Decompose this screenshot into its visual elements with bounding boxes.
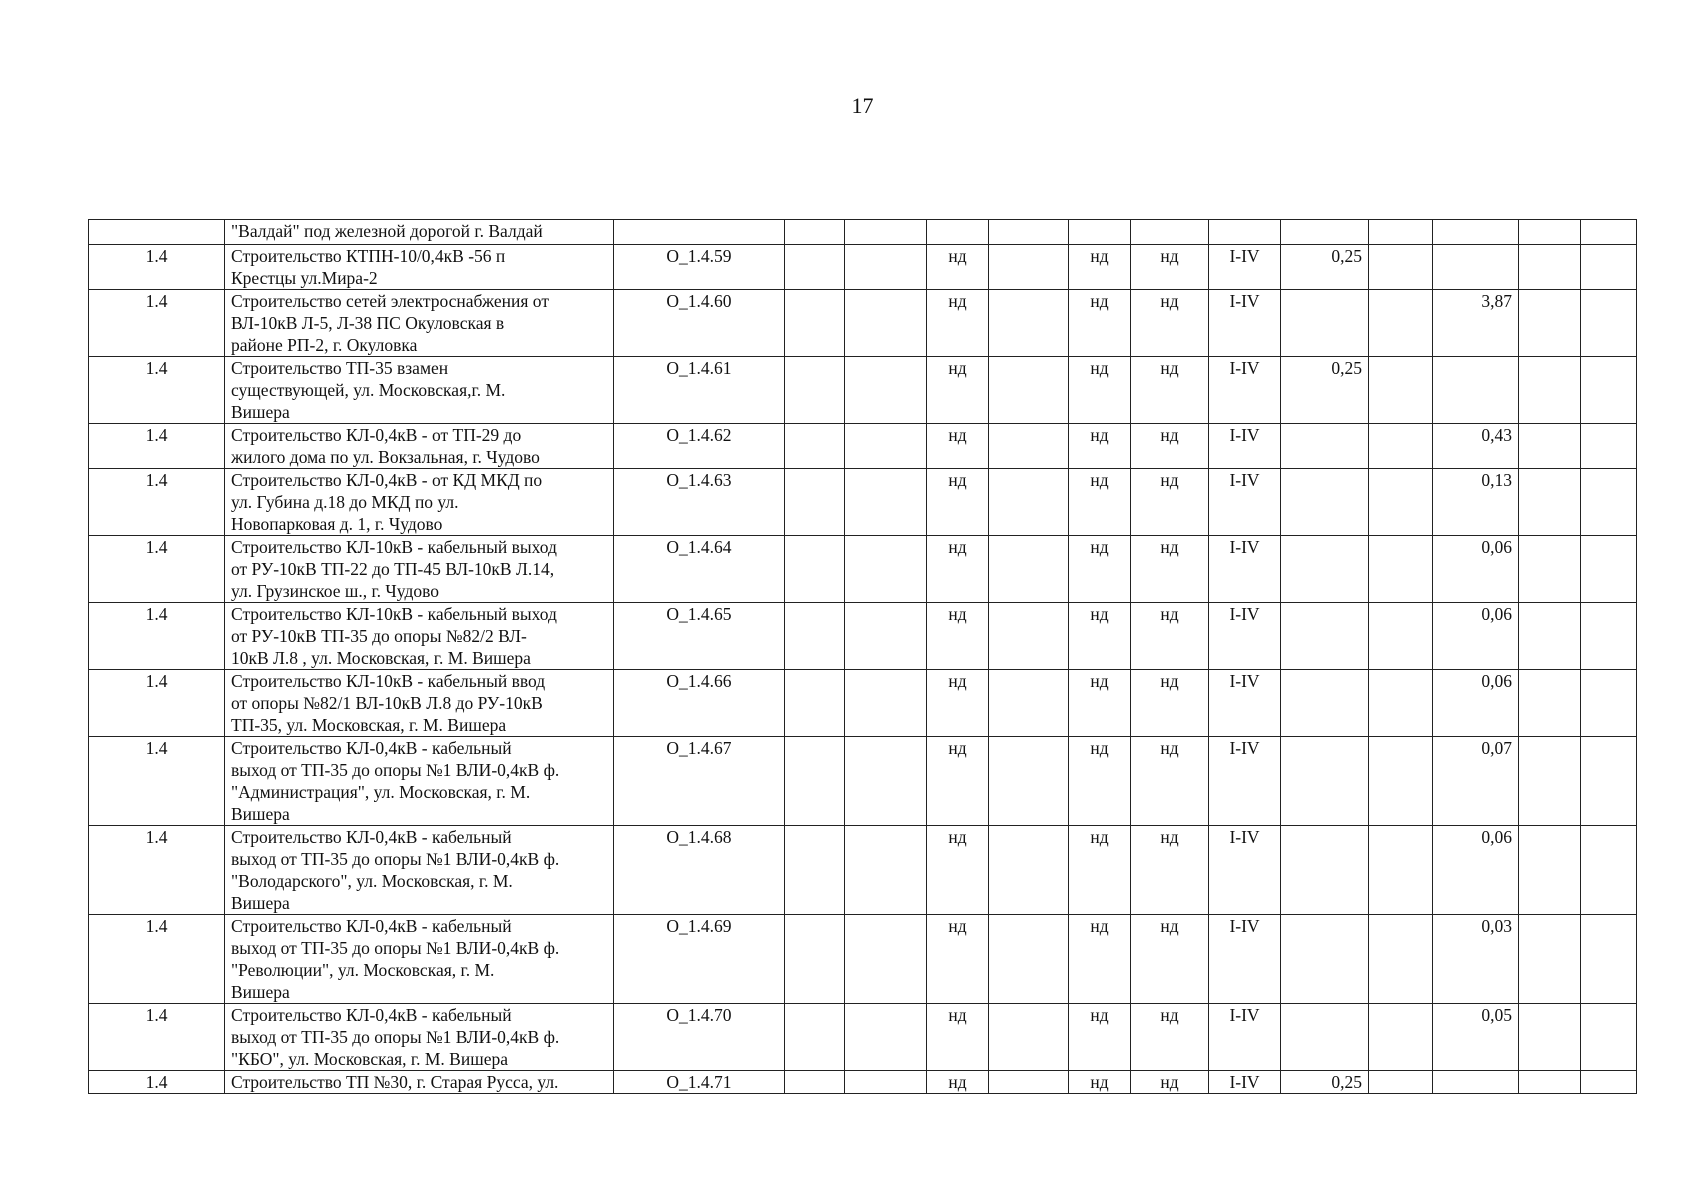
nd-cell xyxy=(1131,220,1209,245)
project-code: О_1.4.67 xyxy=(614,737,785,826)
empty-cell xyxy=(1519,220,1581,245)
nd-cell: нд xyxy=(1069,603,1131,670)
category-cell: I-IV xyxy=(1209,290,1281,357)
nd-cell: нд xyxy=(1131,245,1209,290)
empty-cell xyxy=(989,469,1069,536)
table-row xyxy=(89,469,1637,536)
empty-cell xyxy=(989,915,1069,1004)
empty-cell xyxy=(1581,737,1637,826)
empty-cell xyxy=(989,357,1069,424)
nd-cell: нд xyxy=(1131,915,1209,1004)
category-cell: I-IV xyxy=(1209,469,1281,536)
empty-cell xyxy=(845,424,927,469)
empty-cell xyxy=(1581,915,1637,1004)
empty-cell xyxy=(1369,220,1433,245)
nd-cell: нд xyxy=(927,670,989,737)
empty-cell xyxy=(845,220,927,245)
value-cell: 0,06 xyxy=(1433,826,1519,915)
row-index: 1.4 xyxy=(89,469,225,536)
value-cell: 0,03 xyxy=(1433,915,1519,1004)
nd-cell: нд xyxy=(1069,826,1131,915)
empty-cell xyxy=(845,1004,927,1071)
table-row xyxy=(89,670,1637,737)
table-row xyxy=(89,290,1637,357)
value-cell xyxy=(1281,603,1369,670)
nd-cell: нд xyxy=(927,1071,989,1094)
empty-cell xyxy=(1581,290,1637,357)
empty-cell xyxy=(785,1004,845,1071)
nd-cell: нд xyxy=(1069,290,1131,357)
empty-cell xyxy=(845,536,927,603)
empty-cell xyxy=(1581,357,1637,424)
page-number: 17 xyxy=(851,93,874,118)
empty-cell xyxy=(1369,469,1433,536)
project-code: О_1.4.62 xyxy=(614,424,785,469)
project-code: О_1.4.59 xyxy=(614,245,785,290)
empty-cell xyxy=(1581,424,1637,469)
nd-cell: нд xyxy=(1069,424,1131,469)
empty-cell xyxy=(1519,536,1581,603)
nd-cell: нд xyxy=(1069,469,1131,536)
empty-cell xyxy=(785,290,845,357)
category-cell: I-IV xyxy=(1209,1004,1281,1071)
project-code: О_1.4.66 xyxy=(614,670,785,737)
value-cell: 0,06 xyxy=(1433,536,1519,603)
empty-cell xyxy=(1369,915,1433,1004)
category-cell: I-IV xyxy=(1209,670,1281,737)
row-index: 1.4 xyxy=(89,245,225,290)
empty-cell xyxy=(845,670,927,737)
project-code: О_1.4.65 xyxy=(614,603,785,670)
empty-cell xyxy=(989,290,1069,357)
project-name: Строительство ТП-35 взамен существующей, ул. Московская,г. М. Вишера xyxy=(225,357,614,424)
empty-cell xyxy=(1581,603,1637,670)
value-cell xyxy=(1433,220,1519,245)
empty-cell xyxy=(1369,826,1433,915)
table-body xyxy=(89,220,1637,1094)
empty-cell xyxy=(1519,245,1581,290)
category-cell: I-IV xyxy=(1209,357,1281,424)
nd-cell: нд xyxy=(1131,826,1209,915)
project-code: О_1.4.71 xyxy=(614,1071,785,1094)
empty-cell xyxy=(1581,220,1637,245)
empty-cell xyxy=(1519,603,1581,670)
table-row xyxy=(89,826,1637,915)
nd-cell: нд xyxy=(927,915,989,1004)
nd-cell: нд xyxy=(1069,1071,1131,1094)
category-cell: I-IV xyxy=(1209,245,1281,290)
empty-cell xyxy=(989,536,1069,603)
nd-cell: нд xyxy=(1069,915,1131,1004)
nd-cell: нд xyxy=(1131,357,1209,424)
nd-cell: нд xyxy=(927,536,989,603)
value-cell xyxy=(1281,536,1369,603)
empty-cell xyxy=(785,826,845,915)
category-cell: I-IV xyxy=(1209,737,1281,826)
value-cell xyxy=(1281,670,1369,737)
empty-cell xyxy=(1519,357,1581,424)
nd-cell: нд xyxy=(927,290,989,357)
nd-cell: нд xyxy=(1069,245,1131,290)
empty-cell xyxy=(1581,826,1637,915)
nd-cell: нд xyxy=(927,245,989,290)
project-name: Строительство КЛ-10кВ - кабельный выход от РУ-10кВ ТП-22 до ТП-45 ВЛ-10кВ Л.14, ул. Грузинское ш., г. Чудово xyxy=(225,536,614,603)
value-cell: 0,25 xyxy=(1281,357,1369,424)
investment-table xyxy=(88,219,1637,1094)
empty-cell xyxy=(1519,1071,1581,1094)
row-index: 1.4 xyxy=(89,1004,225,1071)
empty-cell xyxy=(1369,290,1433,357)
empty-cell xyxy=(1581,670,1637,737)
empty-cell xyxy=(1581,536,1637,603)
nd-cell: нд xyxy=(1131,536,1209,603)
nd-cell: нд xyxy=(927,1004,989,1071)
table-row xyxy=(89,603,1637,670)
project-code: О_1.4.64 xyxy=(614,536,785,603)
empty-cell xyxy=(785,670,845,737)
empty-cell xyxy=(785,424,845,469)
empty-cell xyxy=(989,220,1069,245)
table-row xyxy=(89,1004,1637,1071)
nd-cell: нд xyxy=(1131,469,1209,536)
empty-cell xyxy=(845,737,927,826)
value-cell: 0,25 xyxy=(1281,245,1369,290)
empty-cell xyxy=(1369,245,1433,290)
nd-cell: нд xyxy=(1131,424,1209,469)
empty-cell xyxy=(1519,737,1581,826)
empty-cell xyxy=(989,737,1069,826)
value-cell xyxy=(1281,290,1369,357)
value-cell xyxy=(1433,245,1519,290)
nd-cell: нд xyxy=(927,424,989,469)
project-name: "Валдай" под железной дорогой г. Валдай xyxy=(225,220,614,245)
empty-cell xyxy=(785,603,845,670)
project-code xyxy=(614,220,785,245)
project-name: Строительство ТП №30, г. Старая Русса, ул. xyxy=(225,1071,614,1094)
project-code: О_1.4.60 xyxy=(614,290,785,357)
empty-cell xyxy=(989,670,1069,737)
row-index: 1.4 xyxy=(89,826,225,915)
row-index: 1.4 xyxy=(89,670,225,737)
value-cell: 0,25 xyxy=(1281,1071,1369,1094)
value-cell xyxy=(1281,826,1369,915)
value-cell: 0,05 xyxy=(1433,1004,1519,1071)
row-index: 1.4 xyxy=(89,1071,225,1094)
project-name: Строительство КЛ-0,4кВ - кабельный выход от ТП-35 до опоры №1 ВЛИ-0,4кВ ф. "Революции", ул. Московская, г. М. Вишера xyxy=(225,915,614,1004)
row-index xyxy=(89,220,225,245)
nd-cell: нд xyxy=(1131,737,1209,826)
empty-cell xyxy=(1581,469,1637,536)
empty-cell xyxy=(989,1071,1069,1094)
empty-cell xyxy=(1581,1004,1637,1071)
empty-cell xyxy=(845,826,927,915)
row-index: 1.4 xyxy=(89,536,225,603)
nd-cell: нд xyxy=(927,603,989,670)
value-cell: 0,43 xyxy=(1433,424,1519,469)
empty-cell xyxy=(1369,1004,1433,1071)
empty-cell xyxy=(785,469,845,536)
value-cell: 0,07 xyxy=(1433,737,1519,826)
empty-cell xyxy=(1369,536,1433,603)
project-name: Строительство КТПН-10/0,4кВ -56 п Крестцы ул.Мира-2 xyxy=(225,245,614,290)
empty-cell xyxy=(1369,357,1433,424)
empty-cell xyxy=(785,357,845,424)
table-row xyxy=(89,357,1637,424)
value-cell xyxy=(1281,1004,1369,1071)
row-index: 1.4 xyxy=(89,290,225,357)
empty-cell xyxy=(785,220,845,245)
category-cell: I-IV xyxy=(1209,536,1281,603)
empty-cell xyxy=(785,536,845,603)
value-cell: 3,87 xyxy=(1433,290,1519,357)
empty-cell xyxy=(1369,670,1433,737)
empty-cell xyxy=(1369,737,1433,826)
project-name: Строительство КЛ-0,4кВ - кабельный выход от ТП-35 до опоры №1 ВЛИ-0,4кВ ф. "КБО", ул. Московская, г. М. Вишера xyxy=(225,1004,614,1071)
empty-cell xyxy=(1519,469,1581,536)
project-code: О_1.4.69 xyxy=(614,915,785,1004)
empty-cell xyxy=(989,245,1069,290)
category-cell xyxy=(1209,220,1281,245)
empty-cell xyxy=(1519,290,1581,357)
category-cell: I-IV xyxy=(1209,1071,1281,1094)
value-cell: 0,13 xyxy=(1433,469,1519,536)
empty-cell xyxy=(989,424,1069,469)
table-row xyxy=(89,220,1637,245)
table-row xyxy=(89,915,1637,1004)
value-cell: 0,06 xyxy=(1433,670,1519,737)
empty-cell xyxy=(845,915,927,1004)
nd-cell: нд xyxy=(1069,737,1131,826)
value-cell xyxy=(1281,220,1369,245)
project-code: О_1.4.68 xyxy=(614,826,785,915)
category-cell: I-IV xyxy=(1209,424,1281,469)
value-cell: 0,06 xyxy=(1433,603,1519,670)
empty-cell xyxy=(989,603,1069,670)
category-cell: I-IV xyxy=(1209,603,1281,670)
category-cell: I-IV xyxy=(1209,826,1281,915)
nd-cell xyxy=(1069,220,1131,245)
table-row xyxy=(89,737,1637,826)
empty-cell xyxy=(845,245,927,290)
empty-cell xyxy=(845,603,927,670)
nd-cell: нд xyxy=(1131,1004,1209,1071)
project-name: Строительство КЛ-10кВ - кабельный выход от РУ-10кВ ТП-35 до опоры №82/2 ВЛ- 10кВ Л.8 , ул. Московская, г. М. Вишера xyxy=(225,603,614,670)
nd-cell: нд xyxy=(1069,536,1131,603)
nd-cell: нд xyxy=(1069,357,1131,424)
empty-cell xyxy=(1369,1071,1433,1094)
nd-cell: нд xyxy=(1131,603,1209,670)
row-index: 1.4 xyxy=(89,424,225,469)
empty-cell xyxy=(1369,603,1433,670)
nd-cell: нд xyxy=(1069,670,1131,737)
project-name: Строительство КЛ-0,4кВ - от КД МКД по ул. Губина д.18 до МКД по ул. Новопарковая д. 1, г. Чудово xyxy=(225,469,614,536)
empty-cell xyxy=(845,290,927,357)
project-code: О_1.4.61 xyxy=(614,357,785,424)
empty-cell xyxy=(1519,424,1581,469)
empty-cell xyxy=(845,469,927,536)
value-cell xyxy=(1433,357,1519,424)
table-row xyxy=(89,536,1637,603)
nd-cell: нд xyxy=(1131,1071,1209,1094)
nd-cell: нд xyxy=(1069,1004,1131,1071)
project-name: Строительство КЛ-0,4кВ - от ТП-29 до жилого дома по ул. Вокзальная, г. Чудово xyxy=(225,424,614,469)
empty-cell xyxy=(1369,424,1433,469)
nd-cell: нд xyxy=(927,737,989,826)
value-cell xyxy=(1433,1071,1519,1094)
empty-cell xyxy=(1519,826,1581,915)
empty-cell xyxy=(1519,670,1581,737)
nd-cell: нд xyxy=(927,826,989,915)
nd-cell: нд xyxy=(1131,290,1209,357)
row-index: 1.4 xyxy=(89,357,225,424)
project-code: О_1.4.70 xyxy=(614,1004,785,1071)
empty-cell xyxy=(785,245,845,290)
value-cell xyxy=(1281,737,1369,826)
value-cell xyxy=(1281,424,1369,469)
nd-cell: нд xyxy=(927,357,989,424)
empty-cell xyxy=(1519,1004,1581,1071)
table-row xyxy=(89,1071,1637,1094)
project-name: Строительство КЛ-0,4кВ - кабельный выход от ТП-35 до опоры №1 ВЛИ-0,4кВ ф. "Володарского", ул. Московская, г. М. Вишера xyxy=(225,826,614,915)
empty-cell xyxy=(1581,1071,1637,1094)
nd-cell xyxy=(927,220,989,245)
empty-cell xyxy=(845,357,927,424)
nd-cell: нд xyxy=(927,469,989,536)
category-cell: I-IV xyxy=(1209,915,1281,1004)
row-index: 1.4 xyxy=(89,915,225,1004)
table-row xyxy=(89,245,1637,290)
value-cell xyxy=(1281,915,1369,1004)
value-cell xyxy=(1281,469,1369,536)
project-name: Строительство КЛ-0,4кВ - кабельный выход от ТП-35 до опоры №1 ВЛИ-0,4кВ ф. "Администрация", ул. Московская, г. М. Вишера xyxy=(225,737,614,826)
row-index: 1.4 xyxy=(89,603,225,670)
empty-cell xyxy=(989,1004,1069,1071)
project-code: О_1.4.63 xyxy=(614,469,785,536)
table-row xyxy=(89,424,1637,469)
empty-cell xyxy=(785,737,845,826)
empty-cell xyxy=(785,915,845,1004)
empty-cell xyxy=(1581,245,1637,290)
nd-cell: нд xyxy=(1131,670,1209,737)
project-name: Строительство сетей электроснабжения от ВЛ-10кВ Л-5, Л-38 ПС Окуловская в районе РП-2, г. Окуловка xyxy=(225,290,614,357)
empty-cell xyxy=(785,1071,845,1094)
project-name: Строительство КЛ-10кВ - кабельный ввод от опоры №82/1 ВЛ-10кВ Л.8 до РУ-10кВ ТП-35, ул. Московская, г. М. Вишера xyxy=(225,670,614,737)
empty-cell xyxy=(989,826,1069,915)
row-index: 1.4 xyxy=(89,737,225,826)
empty-cell xyxy=(845,1071,927,1094)
empty-cell xyxy=(1519,915,1581,1004)
